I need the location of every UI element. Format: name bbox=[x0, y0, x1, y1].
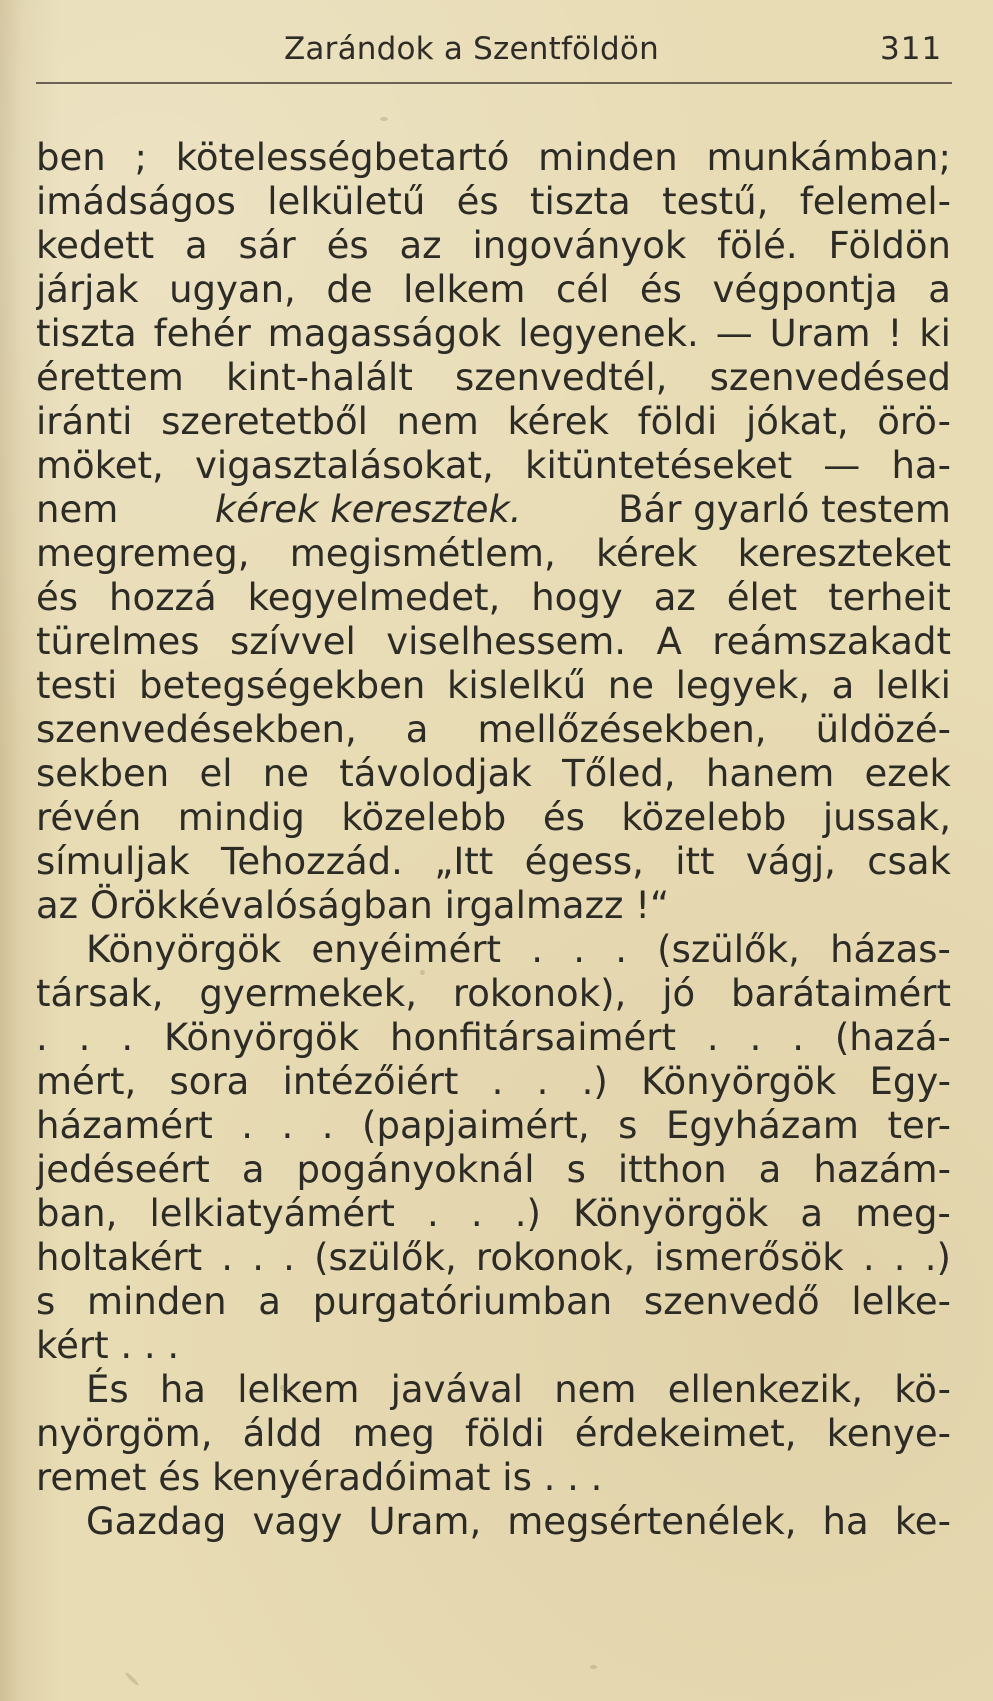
paper-speck bbox=[590, 1665, 597, 1669]
word: itt bbox=[675, 840, 715, 883]
word: kö- bbox=[894, 1368, 951, 1411]
word: szenvedő bbox=[643, 1280, 820, 1323]
word: nem bbox=[554, 1368, 637, 1411]
word: Könyörgök bbox=[573, 1192, 769, 1235]
word: megremeg, bbox=[36, 532, 250, 575]
text-line-25 bbox=[36, 1192, 951, 1235]
word: rokonok), bbox=[452, 972, 627, 1015]
word: a bbox=[258, 1280, 281, 1323]
word: — bbox=[823, 444, 861, 487]
word: munkámban; bbox=[706, 139, 951, 179]
word: ban, bbox=[36, 1192, 118, 1235]
page-number: 311 bbox=[880, 31, 943, 67]
word: földi bbox=[637, 400, 718, 443]
word: Könyörgök bbox=[641, 1060, 837, 1103]
word: jedéseért bbox=[36, 1148, 210, 1191]
word: möket, bbox=[36, 444, 164, 487]
word: itthon bbox=[617, 1148, 727, 1191]
word: közelebb bbox=[341, 796, 507, 839]
word: . bbox=[893, 1236, 906, 1279]
header-rule bbox=[36, 82, 952, 84]
word: áldd bbox=[242, 1412, 323, 1455]
word: cél bbox=[555, 268, 610, 311]
word: terheit bbox=[828, 576, 951, 619]
word: Tehozzád. bbox=[221, 840, 403, 883]
word: ismerősök bbox=[654, 1236, 844, 1279]
word: „Itt bbox=[434, 840, 494, 883]
word: meg bbox=[352, 1412, 435, 1455]
word: a bbox=[405, 708, 429, 751]
word: meg- bbox=[855, 1192, 951, 1235]
word: mindig bbox=[177, 796, 305, 839]
word: lelkületű bbox=[267, 180, 426, 223]
word: révén bbox=[36, 796, 142, 839]
word: ugyan, bbox=[169, 268, 296, 311]
text-line-24 bbox=[36, 1148, 951, 1191]
word: . bbox=[221, 1236, 234, 1279]
word: kint-halált bbox=[225, 356, 413, 399]
text-line-5 bbox=[36, 312, 951, 355]
word: ; bbox=[134, 139, 147, 179]
word: legyek, bbox=[675, 664, 811, 707]
word: . bbox=[491, 1060, 504, 1103]
word: ben bbox=[36, 139, 106, 179]
word: közelebb bbox=[621, 796, 787, 839]
italic-phrase: kérek keresztek. bbox=[214, 488, 522, 531]
word: tiszta bbox=[36, 312, 137, 355]
text-line-23 bbox=[36, 1104, 951, 1147]
word: minden bbox=[87, 1280, 227, 1323]
word: sár bbox=[238, 224, 296, 267]
text-line-14 bbox=[36, 708, 951, 751]
word: földi bbox=[464, 1412, 545, 1455]
word: símuljak bbox=[36, 840, 190, 883]
paragraph-2-line-1 bbox=[36, 928, 951, 971]
text-line-26 bbox=[36, 1236, 951, 1279]
word: — bbox=[715, 312, 753, 355]
word: jókat, bbox=[745, 400, 849, 443]
word: ezek bbox=[864, 752, 951, 795]
paragraph-3-line-1 bbox=[36, 1368, 951, 1411]
word: lelkem bbox=[237, 1368, 360, 1411]
word: ne bbox=[607, 664, 655, 707]
text-line-31: remet és kenyéradóimat is . . . bbox=[36, 1456, 603, 1499]
word: felemel- bbox=[799, 180, 951, 223]
word: minden bbox=[538, 139, 678, 179]
word: . bbox=[615, 928, 627, 971]
word: a bbox=[831, 664, 855, 707]
word: fölé. bbox=[717, 224, 798, 267]
word: üldözé- bbox=[815, 708, 951, 751]
word: (szülők, bbox=[314, 1236, 457, 1279]
word: az bbox=[653, 576, 696, 619]
word: nem bbox=[396, 400, 479, 443]
word: sekben bbox=[36, 752, 170, 795]
text-line-9 bbox=[36, 488, 951, 531]
word: kitüntetéseket bbox=[525, 444, 793, 487]
word: fehér bbox=[153, 312, 251, 355]
text-line-10 bbox=[36, 532, 951, 575]
word: (hazá- bbox=[834, 1016, 951, 1059]
word: a bbox=[241, 1148, 265, 1191]
text-line-21 bbox=[36, 1016, 951, 1059]
word: Könyörgök bbox=[163, 1016, 360, 1059]
word: mért, bbox=[36, 1060, 137, 1103]
word: türelmes bbox=[36, 620, 200, 663]
word: holtakért bbox=[36, 1236, 203, 1279]
text-line-6 bbox=[36, 356, 951, 399]
word: . bbox=[283, 1236, 295, 1279]
word: kegyelmedet, bbox=[247, 576, 501, 619]
word: Egyházam bbox=[665, 1104, 859, 1147]
word: . bbox=[706, 1016, 719, 1059]
word: ter- bbox=[887, 1104, 951, 1147]
word: ingoványok bbox=[472, 224, 687, 267]
text-line-22 bbox=[36, 1060, 951, 1103]
word: vigasztalásokat, bbox=[195, 444, 494, 487]
word: . bbox=[862, 1236, 875, 1279]
word: barátaimért bbox=[730, 972, 951, 1015]
body-text bbox=[36, 139, 951, 1679]
word: égess, bbox=[524, 840, 644, 883]
word: társak, bbox=[36, 972, 164, 1015]
word: . bbox=[321, 1104, 334, 1147]
word: Földön bbox=[828, 224, 951, 267]
word: pogányoknál bbox=[296, 1148, 535, 1191]
word: lelkiatyámért bbox=[149, 1192, 395, 1235]
word: Könyörgök bbox=[86, 928, 282, 971]
word: ha- bbox=[891, 444, 951, 487]
word: hazám- bbox=[813, 1148, 951, 1191]
text-line-16 bbox=[36, 796, 951, 839]
word: (szülők, bbox=[657, 928, 800, 971]
word: intézőiért bbox=[282, 1060, 459, 1103]
word: távolodjak bbox=[339, 752, 532, 795]
word: ha bbox=[159, 1368, 206, 1411]
word: iránti bbox=[36, 400, 133, 443]
word: de bbox=[326, 268, 373, 311]
word: kérek bbox=[595, 532, 698, 575]
word: . bbox=[426, 1192, 439, 1235]
word: reámszakadt bbox=[712, 620, 951, 663]
word: ki bbox=[919, 312, 951, 355]
word: Egy- bbox=[869, 1060, 951, 1103]
word: (papjaimért, bbox=[362, 1104, 590, 1147]
text-line-15 bbox=[36, 752, 951, 795]
word: és bbox=[542, 796, 585, 839]
word: . bbox=[749, 1016, 762, 1059]
word: házamért bbox=[36, 1104, 213, 1147]
word: kislelkű bbox=[447, 664, 587, 707]
text-line-17 bbox=[36, 840, 951, 883]
text-line-18: az Örökkévalóságban irgalmazz !“ bbox=[36, 884, 670, 927]
page-header bbox=[0, 0, 993, 92]
word: honfitársaimért bbox=[390, 1016, 677, 1059]
word: sora bbox=[169, 1060, 250, 1103]
text-line-30 bbox=[36, 1412, 951, 1455]
word: csak bbox=[867, 840, 951, 883]
word: ke- bbox=[894, 1500, 951, 1543]
word: szeretetből bbox=[161, 400, 368, 443]
word: kenye- bbox=[826, 1412, 951, 1455]
word: érettem bbox=[36, 356, 184, 399]
word: szenvedésed bbox=[709, 356, 951, 399]
word: lelkem bbox=[403, 268, 526, 311]
word: megismétlem, bbox=[289, 532, 556, 575]
word: . bbox=[792, 1016, 804, 1059]
word: házas- bbox=[830, 928, 951, 971]
word: a bbox=[928, 268, 951, 311]
word: magasságok bbox=[267, 312, 502, 355]
word: . bbox=[573, 928, 585, 971]
word: a bbox=[800, 1192, 824, 1235]
word: .) bbox=[514, 1192, 541, 1235]
word: a bbox=[758, 1148, 782, 1191]
word: ne bbox=[262, 752, 309, 795]
word: A bbox=[656, 620, 682, 663]
word: hogy bbox=[531, 576, 623, 619]
word: testi bbox=[36, 664, 118, 707]
word: az bbox=[399, 224, 442, 267]
word: szívvel bbox=[229, 620, 356, 663]
word: Tőled, bbox=[562, 752, 676, 795]
word: ! bbox=[887, 312, 903, 355]
word: lelke- bbox=[851, 1280, 951, 1323]
word: betegségekben bbox=[138, 664, 426, 707]
text-line-2 bbox=[36, 180, 951, 223]
word: ha bbox=[822, 1500, 869, 1543]
word: kedett bbox=[36, 224, 155, 267]
running-title: Zarándok a Szentföldön bbox=[284, 31, 659, 67]
word: és bbox=[36, 576, 79, 619]
word: nyörgöm, bbox=[36, 1412, 213, 1455]
word: szenvedtél, bbox=[455, 356, 668, 399]
word: . bbox=[36, 1016, 48, 1059]
word: kérek bbox=[507, 400, 609, 443]
word: jussak, bbox=[822, 796, 951, 839]
word: viselhessem. bbox=[386, 620, 627, 663]
word: el bbox=[199, 752, 233, 795]
text-line-9-end: Bár gyarló testem bbox=[618, 488, 951, 531]
text-line-8 bbox=[36, 444, 951, 487]
text-line-4 bbox=[36, 268, 951, 311]
word: enyéimért bbox=[311, 928, 502, 971]
word: . bbox=[78, 1016, 91, 1059]
text-line-9-start: nem bbox=[36, 488, 119, 531]
word: megsértenélek, bbox=[507, 1500, 797, 1543]
word: jó bbox=[662, 972, 696, 1015]
text-line-28: kért . . . bbox=[36, 1324, 180, 1367]
text-line-20 bbox=[36, 972, 951, 1015]
word: és bbox=[639, 268, 682, 311]
text-line-13 bbox=[36, 664, 951, 707]
text-line-3 bbox=[36, 224, 951, 267]
word: végpontja bbox=[712, 268, 898, 311]
text-line-1 bbox=[36, 139, 951, 179]
word: és bbox=[456, 180, 499, 223]
word: testű, bbox=[662, 180, 769, 223]
word: vágj, bbox=[745, 840, 836, 883]
word: tiszta bbox=[530, 180, 631, 223]
word: és bbox=[326, 224, 369, 267]
word: . bbox=[252, 1236, 264, 1279]
word: És bbox=[86, 1368, 129, 1411]
word: a bbox=[185, 224, 208, 267]
word: gyermekek, bbox=[199, 972, 417, 1015]
word: purgatóriumban bbox=[312, 1280, 613, 1323]
word: vagy bbox=[252, 1500, 343, 1543]
word: .) bbox=[924, 1236, 951, 1279]
word: szenvedésekben, bbox=[36, 708, 357, 751]
word: s bbox=[36, 1280, 56, 1323]
paper-speck bbox=[420, 970, 425, 975]
word: Gazdag bbox=[86, 1500, 227, 1543]
word: s bbox=[566, 1148, 586, 1191]
word: legyenek. bbox=[518, 312, 699, 355]
word: . bbox=[536, 1060, 549, 1103]
text-line-7 bbox=[36, 400, 951, 443]
word: hanem bbox=[705, 752, 835, 795]
text-line-27 bbox=[36, 1280, 951, 1323]
word: javával bbox=[390, 1368, 524, 1411]
word: Uram bbox=[769, 312, 871, 355]
word: járjak bbox=[36, 268, 139, 311]
paper-speck bbox=[380, 117, 388, 121]
word: . bbox=[470, 1192, 483, 1235]
word: mellőzésekben, bbox=[477, 708, 767, 751]
word: kötelességbetartó bbox=[175, 139, 510, 179]
word: . bbox=[281, 1104, 294, 1147]
paragraph-4-line-1 bbox=[36, 1500, 951, 1543]
word: imádságos bbox=[36, 180, 236, 223]
text-line-12 bbox=[36, 620, 951, 663]
word: lelki bbox=[875, 664, 951, 707]
paper-speck bbox=[280, 1385, 286, 1391]
word: kereszteket bbox=[737, 532, 951, 575]
text-line-11 bbox=[36, 576, 951, 619]
word: élet bbox=[726, 576, 798, 619]
word: . bbox=[121, 1016, 134, 1059]
word: örö- bbox=[877, 400, 951, 443]
word: rokonok, bbox=[475, 1236, 635, 1279]
word: . bbox=[241, 1104, 254, 1147]
word: .) bbox=[581, 1060, 608, 1103]
word: hozzá bbox=[109, 576, 217, 619]
word: s bbox=[618, 1104, 638, 1147]
word: ellenkezik, bbox=[667, 1368, 863, 1411]
word: Uram, bbox=[368, 1500, 482, 1543]
word: . bbox=[531, 928, 544, 971]
word: érdekeimet, bbox=[574, 1412, 797, 1455]
